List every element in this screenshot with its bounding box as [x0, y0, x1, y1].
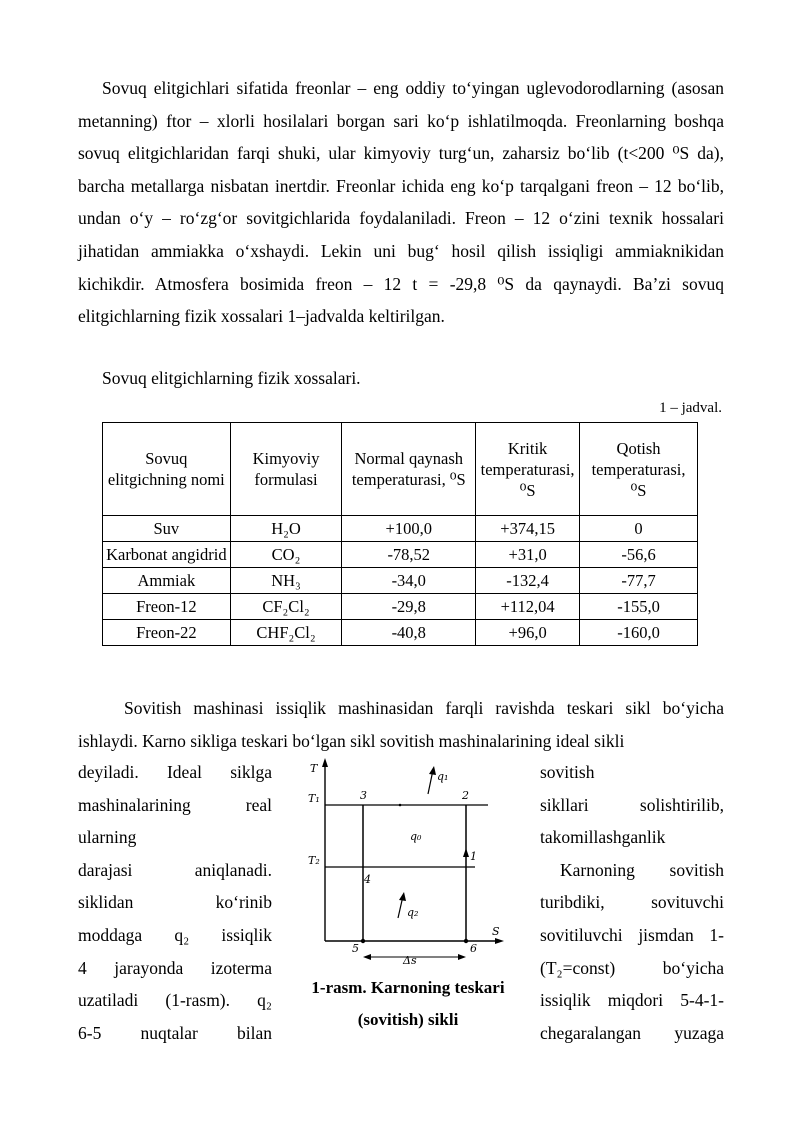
point-1-label: 1 — [470, 850, 477, 863]
header-formula: Kimyoviy formulasi — [230, 423, 342, 516]
point-3-marker — [399, 804, 402, 807]
cell: CF₂Cl₂ — [230, 594, 342, 620]
q2-label: q₂ — [407, 906, 419, 919]
q2-arrowhead — [399, 892, 406, 901]
right-side-arrowhead — [463, 848, 469, 857]
header-freezing: Qotish temperaturasi, ⁰S — [580, 423, 698, 516]
left-line: darajasi aniqlanadi. — [78, 859, 272, 880]
table-header-row — [103, 423, 698, 516]
cell: -78,52 — [342, 542, 476, 568]
table-row — [103, 516, 698, 542]
left-line: 6-5 nuqtalar bilan — [78, 1022, 272, 1043]
cell: Freon-22 — [103, 620, 231, 646]
cycle-paragraph: Sovitish mashinasi issiqlik mashinasidan farqli ravishda teskari sikl bo‘yicha ishlaydi. Karno sikliga teskari bo‘lgan sikl sovitish mashinalarining ideal sikli — [78, 698, 724, 751]
cell: CO₂ — [230, 542, 342, 568]
delta-s-arrowhead-left — [363, 954, 371, 960]
cell: Karbonat angidrid — [103, 542, 231, 568]
properties-table — [102, 422, 698, 646]
delta-s-arrowhead-right — [458, 954, 466, 960]
left-line: siklidan ko‘rinib — [78, 892, 272, 913]
cell: -56,6 — [580, 542, 698, 568]
header-critical: Kritik temperaturasi, ⁰S — [476, 423, 580, 516]
cell: Freon-12 — [103, 594, 231, 620]
left-line: 4 jarayonda izoterma — [78, 957, 272, 978]
cell: NH₃ — [230, 568, 342, 594]
left-text-column — [78, 756, 272, 1049]
point-4-label: 4 — [364, 873, 371, 886]
cell: +31,0 — [476, 542, 580, 568]
cell: -29,8 — [342, 594, 476, 620]
cell: -40,8 — [342, 620, 476, 646]
right-text-column — [540, 756, 724, 1049]
left-line: ularning — [78, 827, 137, 848]
carnot-cycle-diagram — [300, 756, 520, 966]
left-line: uzatiladi (1-rasm). q₂ — [78, 990, 272, 1011]
right-line: sikllari solishtirilib, — [540, 794, 724, 815]
t1-label: T₁ — [308, 792, 320, 805]
cell: +100,0 — [342, 516, 476, 542]
q1-arrowhead — [429, 766, 436, 775]
table-row — [103, 542, 698, 568]
right-line: sovitiluvchi jismdan 1- — [540, 924, 724, 945]
t-axis-arrow — [322, 758, 328, 767]
intro-paragraph: Sovuq elitgichlari sifatida freonlar – eng oddiy to‘yingan uglevodorodlarning (asosan metanning) ftor – xlorli hosilalari borgan sari ko‘p ishlatilmoqda. Freonlarning boshqa sovuq elitgichlaridan farqi shuki, ular kimyoviy turg‘un, zaharsiz bo‘lib (t<200 ⁰S da), barcha metallarga nisbatan inertdir. Freonlar ichida eng ko‘p tarqalgani freon – 12 bo‘lib, undan o‘y – ro‘zg‘or sovitgichlarida foydalaniladi. Freon – 12 o‘zini texnik hossalari jihatidan ammiakka o‘xshaydi. Lekin uni bug‘ hosil qilish issiqligi ammiaknikidan kichikdir. Atmosfera bosimida freon – 12 t = -29,8 ⁰S da qaynaydi. Ba’zi sovuq elitgichlarning fizik xossalari 1–jadvalda keltirilgan. — [78, 78, 724, 327]
right-line: chegaralangan yuzaga — [540, 1022, 724, 1043]
table-row — [103, 620, 698, 646]
right-line: turibdiki, sovituvchi — [540, 892, 724, 913]
point-6-marker — [464, 939, 468, 943]
q1-label: q₁ — [437, 770, 449, 783]
right-line: issiqlik miqdori 5-4-1- — [540, 990, 724, 1011]
table-number: 1 – jadval. — [659, 400, 722, 416]
left-line: mashinalarining real — [78, 794, 272, 815]
header-name: Sovuq elitgichning nomi — [103, 423, 231, 516]
cell: Ammiak — [103, 568, 231, 594]
cell: +374,15 — [476, 516, 580, 542]
cell: -77,7 — [580, 568, 698, 594]
s-axis-arrow — [495, 938, 504, 944]
right-line: takomillashganlik — [540, 827, 666, 848]
delta-s-label: Δs — [403, 954, 417, 966]
table-row — [103, 594, 698, 620]
t2-label: T₂ — [308, 854, 320, 867]
cell: -155,0 — [580, 594, 698, 620]
point-2-label: 2 — [462, 789, 469, 802]
right-line: Karnoning sovitish — [560, 859, 724, 880]
right-line: sovitish — [540, 762, 595, 782]
s-axis-label: S — [492, 925, 500, 938]
point-3-label: 3 — [360, 789, 367, 802]
cell: -160,0 — [580, 620, 698, 646]
left-line: deyiladi. Ideal siklga — [78, 762, 272, 782]
cell: CHF₂Cl₂ — [230, 620, 342, 646]
table-row — [103, 568, 698, 594]
table-title: Sovuq elitgichlarning fizik xossalari. — [102, 368, 361, 388]
cell: 0 — [580, 516, 698, 542]
cell: -132,4 — [476, 568, 580, 594]
t-axis-label: T — [310, 762, 318, 775]
cell: Suv — [103, 516, 231, 542]
q0-label: q₀ — [410, 830, 422, 843]
figure-caption: 1-rasm. Karnoning teskari (sovitish) sikli — [311, 978, 505, 1029]
point-5-label: 5 — [352, 942, 359, 955]
cell: H₂O — [230, 516, 342, 542]
cell: +96,0 — [476, 620, 580, 646]
right-line: (T₂=const) bo‘yicha — [540, 957, 724, 978]
header-boiling: Normal qaynash temperaturasi, ⁰S — [342, 423, 476, 516]
left-line: moddaga q₂ issiqlik — [78, 924, 272, 945]
cell: +112,04 — [476, 594, 580, 620]
cell: -34,0 — [342, 568, 476, 594]
point-5-marker — [361, 939, 365, 943]
point-6-label: 6 — [470, 942, 477, 955]
